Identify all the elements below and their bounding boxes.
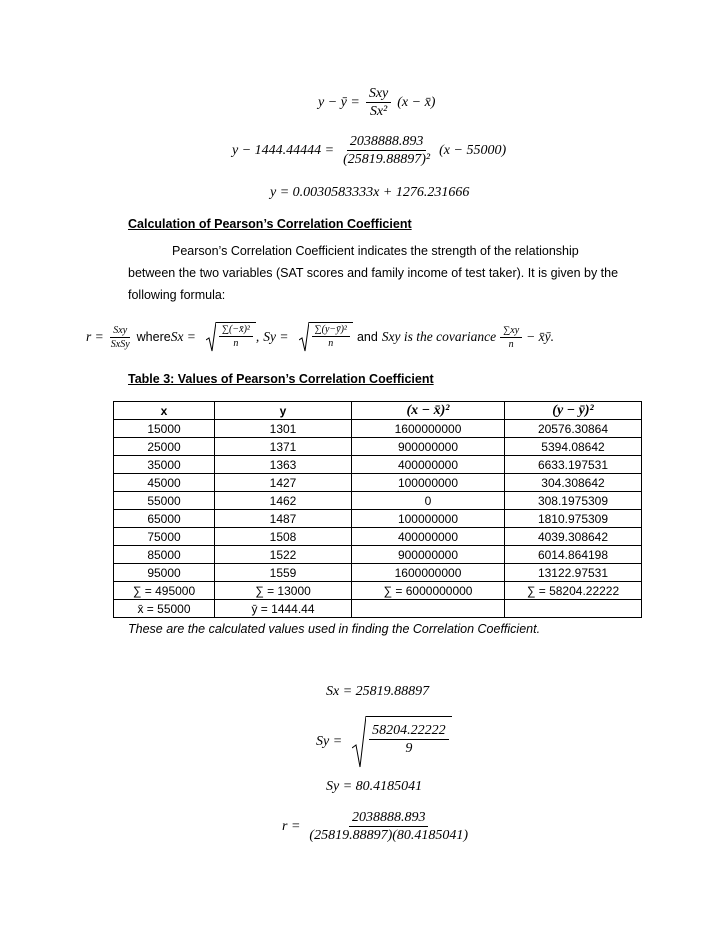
mean-cell: ȳ = 1444.44	[215, 600, 352, 618]
cell: 55000	[114, 492, 215, 510]
radical-sign-icon	[206, 322, 216, 352]
cell: 75000	[114, 528, 215, 546]
sx-result-text: Sx = 25819.88897	[326, 684, 430, 699]
r-numerator: 2038888.893	[349, 810, 429, 827]
eq1-numerator: Sxy	[366, 86, 391, 103]
sy-sqrt	[352, 716, 452, 768]
table-row	[114, 564, 642, 582]
paragraph-line-3: following formula:	[128, 288, 226, 302]
formula-sy-rad-numerator: ∑(y−ȳ)²	[312, 324, 350, 337]
header-x-dev-sq: (x − x̄)²	[352, 402, 505, 420]
mean-cell	[352, 600, 505, 618]
eq2-rhs: (x − 55000)	[439, 142, 507, 158]
eq1-rhs: (x − x̄)	[397, 94, 436, 110]
table-row	[114, 510, 642, 528]
sum-cell: ∑ = 58204.22222	[505, 582, 642, 600]
formula-cov-numerator: ∑xy	[500, 325, 522, 338]
header-y: y	[215, 402, 352, 420]
regression-equation-general	[318, 86, 435, 120]
cell: 1427	[215, 474, 352, 492]
table-row	[114, 438, 642, 456]
header-y-dev-sq: (y − ȳ)²	[505, 402, 642, 420]
result-r-expression	[282, 810, 471, 844]
eq3-text: y = 0.0030583333x + 1276.231666	[270, 185, 470, 200]
formula-sx-rad-numerator: ∑(−x̄)²	[219, 324, 253, 337]
table-row	[114, 546, 642, 564]
mean-cell	[505, 600, 642, 618]
cell: 15000	[114, 420, 215, 438]
cell: 65000	[114, 510, 215, 528]
table-caption: These are the calculated values used in finding the Correlation Coefficient.	[128, 622, 541, 636]
cell: 304.308642	[505, 474, 642, 492]
eq2-lhs: y − 1444.44444 =	[232, 142, 335, 158]
eq1-denominator: Sx²	[369, 104, 388, 120]
formula-r-numerator: Sxy	[110, 325, 130, 338]
cell: 308.1975309	[505, 492, 642, 510]
cell: 1810.975309	[505, 510, 642, 528]
result-sy-value	[326, 779, 422, 795]
regression-equation-substituted	[232, 134, 506, 168]
table-row	[114, 474, 642, 492]
pearson-formula	[86, 322, 554, 352]
formula-r-denominator: SxSy	[110, 338, 130, 350]
formula-sy-sqrt	[299, 322, 353, 352]
cell: 25000	[114, 438, 215, 456]
cell: 1301	[215, 420, 352, 438]
formula-where: where	[136, 330, 171, 344]
cell: 20576.30864	[505, 420, 642, 438]
cell: 0	[352, 492, 505, 510]
cell: 4039.308642	[505, 528, 642, 546]
result-sx	[326, 684, 429, 700]
regression-equation-final	[270, 185, 469, 201]
radical-sign-icon	[299, 322, 309, 352]
paragraph-line-1: Pearson’s Correlation Coefficient indicates the strength of the relationship	[172, 244, 579, 258]
table-row	[114, 492, 642, 510]
table-row	[114, 456, 642, 474]
formula-sx-rad-denominator: n	[233, 338, 239, 349]
sy-value-text: Sy = 80.4185041	[326, 779, 423, 794]
cell: 100000000	[352, 510, 505, 528]
mean-cell: x̄ = 55000	[114, 600, 215, 618]
cell: 1600000000	[352, 420, 505, 438]
cell: 400000000	[352, 456, 505, 474]
formula-covariance-text: Sxy is the covariance	[381, 329, 497, 344]
formula-cov-tail: − x̄ȳ.	[526, 329, 554, 344]
formula-comma: ,	[255, 329, 260, 344]
paragraph-line-2: between the two variables (SAT scores and family income of test taker). It is given by the	[128, 266, 619, 280]
r-denominator: (25819.88897)(80.4185041)	[309, 828, 469, 844]
table-row	[114, 420, 642, 438]
formula-sx-lhs: Sx =	[170, 329, 196, 344]
header-x: x	[114, 402, 215, 420]
cell: 1363	[215, 456, 352, 474]
eq2-denominator: (25819.88897)²	[343, 152, 431, 168]
eq2-numerator: 2038888.893	[347, 134, 427, 151]
sy-lhs: Sy =	[316, 734, 343, 749]
cell: 95000	[114, 564, 215, 582]
table-row	[114, 528, 642, 546]
section-paragraph	[128, 240, 618, 306]
formula-r-lhs: r =	[86, 329, 104, 344]
sum-cell: ∑ = 495000	[114, 582, 215, 600]
formula-sy-rad-denominator: n	[328, 338, 334, 349]
cell: 1522	[215, 546, 352, 564]
cell: 1487	[215, 510, 352, 528]
cell: 1600000000	[352, 564, 505, 582]
cell: 100000000	[352, 474, 505, 492]
cell: 1508	[215, 528, 352, 546]
cell: 85000	[114, 546, 215, 564]
cell: 900000000	[352, 438, 505, 456]
cell: 1371	[215, 438, 352, 456]
table-title: Table 3: Values of Pearson’s Correlation Coefficient	[128, 372, 434, 386]
cell: 35000	[114, 456, 215, 474]
section-heading: Calculation of Pearson’s Correlation Coefficient	[128, 217, 412, 231]
r-lhs: r =	[282, 818, 301, 834]
result-sy-expression	[316, 716, 452, 768]
cell: 13122.97531	[505, 564, 642, 582]
cell: 900000000	[352, 546, 505, 564]
radical-sign-icon	[352, 716, 366, 768]
formula-cov-denominator: n	[508, 338, 514, 350]
table-sum-row	[114, 582, 642, 600]
formula-sy-lhs: Sy =	[263, 329, 289, 344]
sum-cell: ∑ = 6000000000	[352, 582, 505, 600]
cell: 1462	[215, 492, 352, 510]
cell: 6014.864198	[505, 546, 642, 564]
table-header-row	[114, 402, 642, 420]
correlation-table	[113, 401, 642, 618]
sy-denominator: 9	[405, 741, 413, 757]
sum-cell: ∑ = 13000	[215, 582, 352, 600]
cell: 5394.08642	[505, 438, 642, 456]
table-mean-row	[114, 600, 642, 618]
sy-numerator: 58204.22222	[369, 723, 449, 740]
formula-sx-sqrt	[206, 322, 256, 352]
cell: 1559	[215, 564, 352, 582]
cell: 45000	[114, 474, 215, 492]
formula-and: and	[356, 330, 378, 344]
cell: 400000000	[352, 528, 505, 546]
eq1-lhs: y − ȳ =	[318, 94, 360, 110]
cell: 6633.197531	[505, 456, 642, 474]
